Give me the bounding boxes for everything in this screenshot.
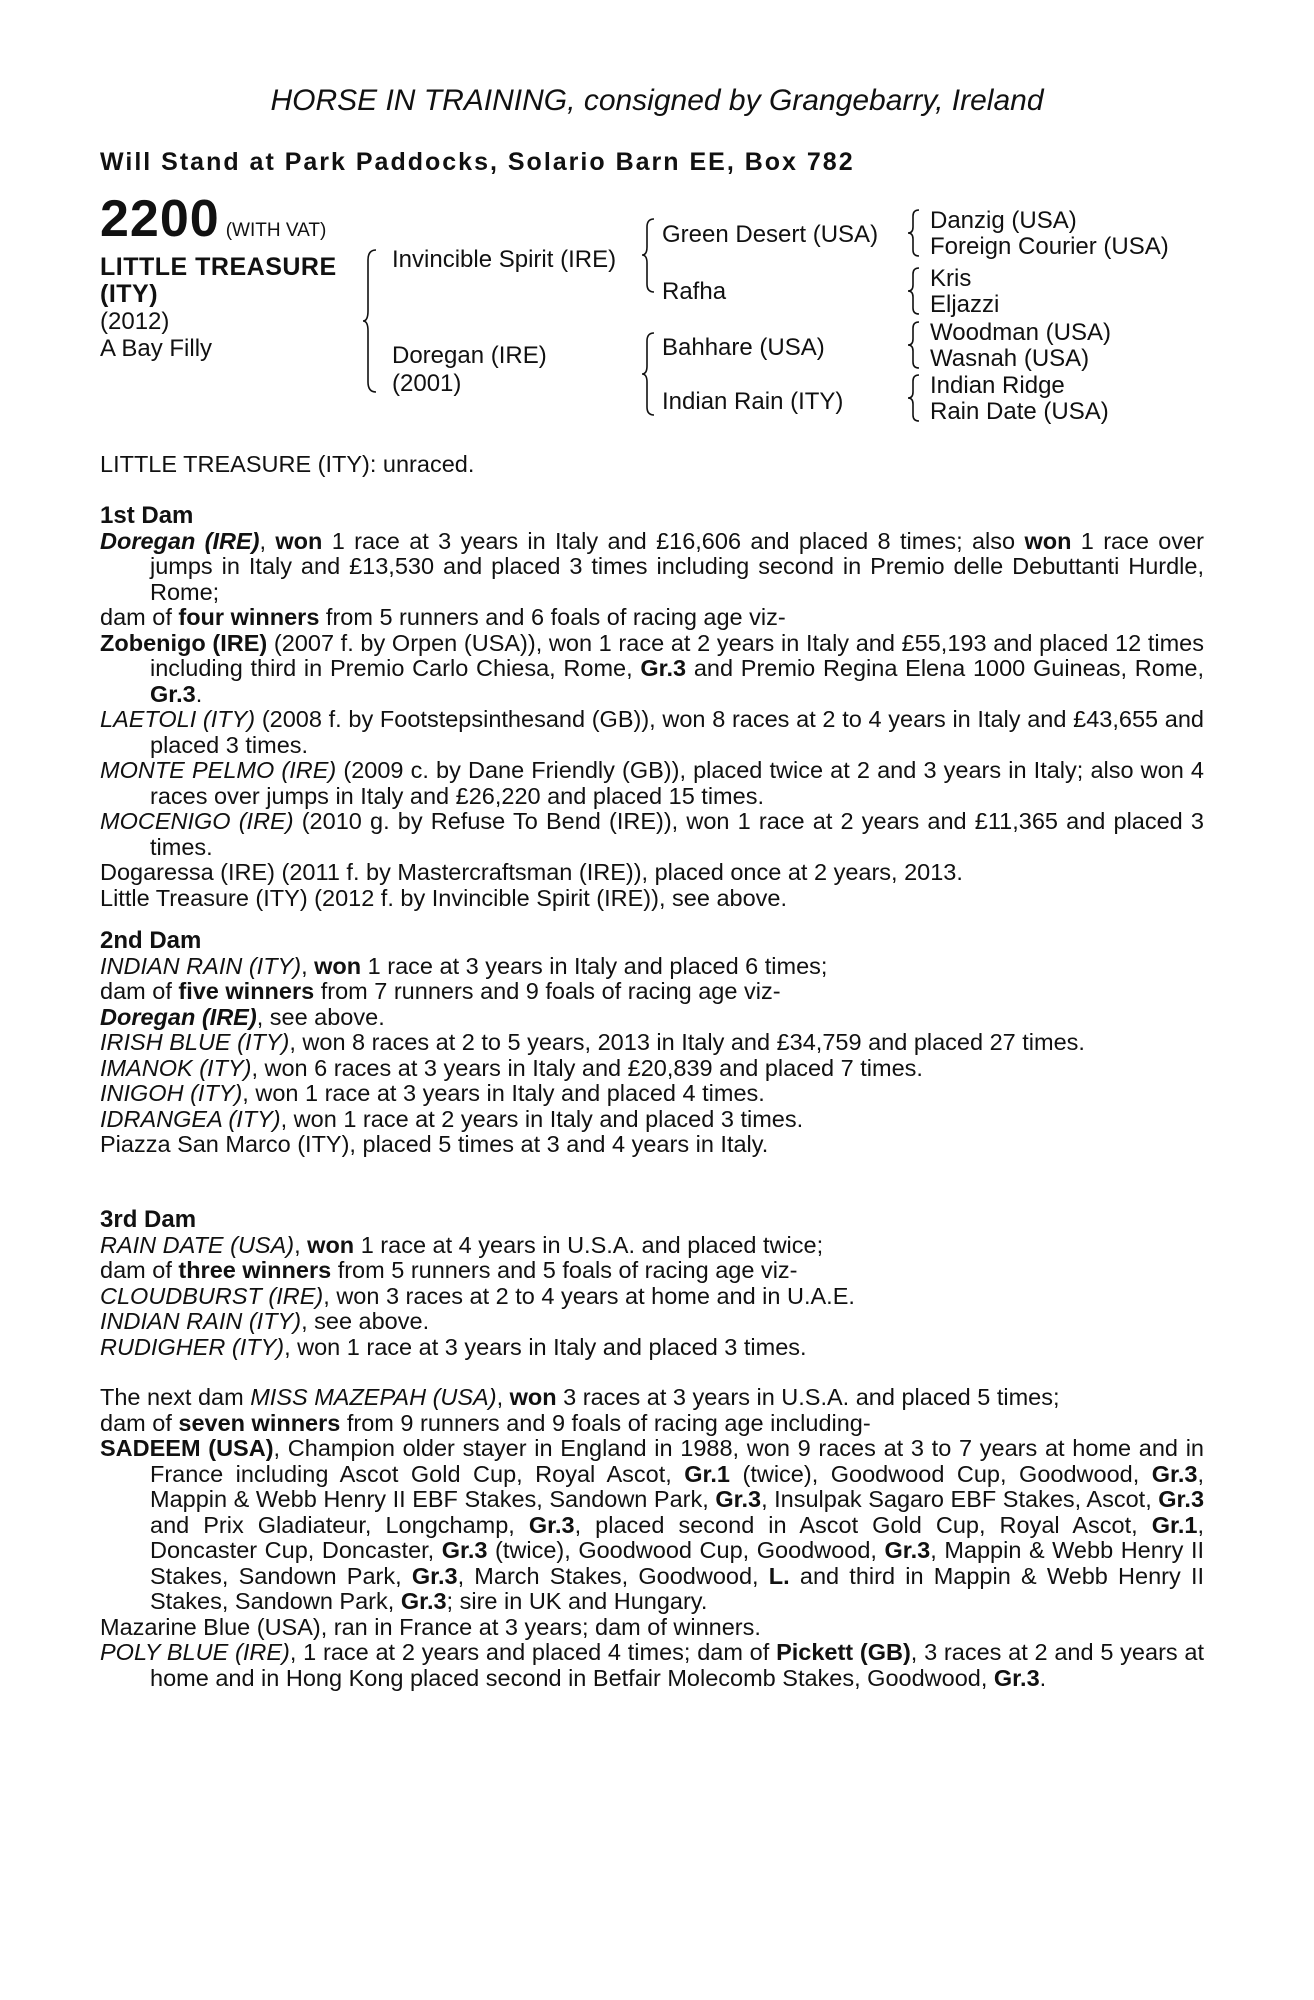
horse-name: MONTE PELMO (IRE)	[100, 757, 337, 783]
produce-poly-blue	[100, 1640, 1204, 1691]
winners-count: four winners	[178, 604, 320, 630]
produce-mazarine-blue: Mazarine Blue (USA), ran in France at 3 years; dam of winners.	[100, 1613, 761, 1640]
horse-year: (2012)	[100, 308, 170, 335]
second-dam-name: INDIAN RAIN (ITY)	[100, 952, 302, 979]
next-dam-section	[100, 1385, 1204, 1691]
grade-label: Gr.3	[528, 1511, 575, 1538]
record-text: 1 race at 4 years in U.S.A. and placed twice;	[354, 1231, 824, 1258]
third-dam-heading: 3rd Dam	[100, 1206, 197, 1233]
second-dam-produce	[100, 979, 1204, 1005]
record-text: ; sire in UK and Hungary.	[446, 1588, 708, 1614]
horse-name: MOCENIGO (IRE)	[100, 808, 294, 834]
horse-name: CLOUDBURST (IRE)	[100, 1282, 324, 1309]
horse-name: LITTLE TREASURE	[100, 253, 337, 281]
dam-line-brace	[640, 330, 660, 418]
pedigree-gg-4: Eljazzi	[930, 291, 1000, 318]
produce-idrangea	[100, 1107, 1204, 1133]
pedigree-gg-3: Kris	[930, 265, 972, 292]
horse-name: Doregan (IRE)	[100, 1003, 257, 1030]
pedigree-dam-dam: Indian Rain (ITY)	[662, 388, 844, 415]
record-text: , 3 races at 2 and 5 years at home and in Hong Kong placed second in Betfair Molecomb Stakes, Goodwood,	[150, 1639, 1205, 1691]
won-label: won	[314, 952, 362, 979]
pedigree-sire-dam: Rafha	[662, 278, 727, 305]
winners-count: five winners	[178, 978, 315, 1004]
horse-name: IDRANGEA (ITY)	[100, 1105, 281, 1132]
third-dam-produce	[100, 1258, 1204, 1284]
won-label: won	[275, 527, 323, 554]
record-text: 3 races at 3 years in U.S.A. and placed 5 times;	[556, 1384, 1060, 1410]
produce-imanok	[100, 1056, 1204, 1082]
produce-text: dam of	[100, 604, 179, 630]
produce-piazza-san-marco: Piazza San Marco (ITY), placed 5 times at 3 and 4 years in Italy.	[100, 1131, 769, 1157]
pedigree-gg-7: Indian Ridge	[930, 372, 1065, 399]
gg-brace-2	[905, 265, 925, 317]
unraced-note: LITTLE TREASURE (ITY): unraced.	[100, 451, 475, 477]
third-dam-record	[100, 1233, 1204, 1259]
grade-label: Gr.3	[150, 680, 196, 707]
horse-description: A Bay Filly	[100, 335, 213, 362]
grade-label: Gr.3	[400, 1588, 447, 1614]
grade-label: L.	[768, 1562, 790, 1589]
sire-dam-brace	[362, 246, 382, 396]
record-text: The next dam	[100, 1384, 251, 1410]
first-dam-name: Doregan (IRE)	[100, 527, 260, 554]
vat-label: (WITH VAT)	[225, 220, 327, 241]
first-dam-produce	[100, 605, 1204, 631]
won-label: won	[509, 1384, 557, 1410]
horse-name: POLY BLUE (IRE)	[100, 1639, 290, 1665]
produce-rudigher	[100, 1335, 1204, 1361]
record-text: , March Stakes, Goodwood,	[457, 1562, 769, 1589]
first-dam-section	[100, 503, 1204, 911]
record-text: , Insulpak Sagaro EBF Stakes, Ascot,	[761, 1486, 1159, 1512]
record-text: , Mappin & Webb Henry II Stakes, Sandown Park,	[150, 1537, 1204, 1589]
stand-location: Will Stand at Park Paddocks, Solario Barn EE, Box 782	[100, 148, 855, 176]
record-text: 1 race over jumps in Italy and £13,530 and placed 3 times including second in Premio delle Debuttanti Hurdle, Rome;	[150, 527, 1204, 605]
horse-name: INDIAN RAIN (ITY)	[100, 1308, 302, 1334]
produce-text: from 5 runners and 6 foals of racing age viz-	[319, 604, 786, 630]
record-text: , Champion older stayer in England in 1988, won 9 races at 3 to 7 years at home and in France including Ascot Gold Cup, Royal Ascot,	[150, 1435, 1204, 1487]
produce-text: dam of	[100, 978, 179, 1004]
produce-text: dam of	[100, 1409, 179, 1436]
grade-label: Gr.3	[1158, 1486, 1205, 1512]
record-text: (2007 f. by Orpen (USA)), won 1 race at 2 years in Italy and £55,193 and placed 12 times including third in Premio Carlo Chiesa, Rome,	[150, 629, 1204, 681]
horse-name: LAETOLI (ITY)	[100, 706, 256, 732]
pedigree-gg-5: Woodman (USA)	[930, 319, 1111, 346]
winners-count: three winners	[178, 1257, 332, 1283]
record-text: , won 3 races at 2 to 4 years at home and in U.A.E.	[323, 1282, 855, 1309]
next-dam-produce	[100, 1411, 1204, 1437]
produce-little-treasure: Little Treasure (ITY) (2012 f. by Invincible Spirit (IRE)), see above.	[100, 884, 787, 911]
page-title: HORSE IN TRAINING, consigned by Grangebarry, Ireland	[270, 84, 1044, 117]
second-dam-section	[100, 928, 1204, 1158]
produce-irish-blue	[100, 1030, 1204, 1056]
won-label: won	[1024, 527, 1072, 554]
grade-label: Gr.3	[1151, 1460, 1198, 1487]
pedigree-gg-1: Danzig (USA)	[930, 207, 1077, 234]
pedigree-gg-6: Wasnah (USA)	[930, 345, 1090, 372]
produce-text: from 7 runners and 9 foals of racing age viz-	[314, 978, 781, 1004]
produce-sadeem	[100, 1436, 1204, 1615]
next-dam-record	[100, 1385, 1204, 1411]
record-text: .	[1039, 1664, 1047, 1691]
pedigree-sire: Invincible Spirit (IRE)	[392, 246, 617, 273]
grade-label: Gr.3	[993, 1664, 1040, 1691]
gg-brace-4	[905, 372, 925, 424]
grade-label: Gr.3	[441, 1537, 488, 1563]
gg-brace-1	[905, 207, 925, 259]
lot-number: 2200	[100, 190, 220, 248]
record-text: (2010 g. by Refuse To Bend (IRE)), won 1 race at 2 years and £11,365 and placed 3 times.	[150, 808, 1204, 860]
record-text: 1 race at 3 years in Italy and placed 6 times;	[361, 952, 828, 979]
record-text: , won 1 race at 3 years in Italy and placed 4 times.	[242, 1080, 765, 1106]
pedigree-sire-sire: Green Desert (USA)	[662, 221, 879, 248]
horse-name: SADEEM (USA)	[100, 1435, 274, 1461]
gg-brace-3	[905, 319, 925, 371]
record-text: .	[195, 680, 203, 707]
record-text: , won 8 races at 2 to 5 years, 2013 in Italy and £34,759 and placed 27 times.	[289, 1029, 1085, 1055]
record-text: , won 6 races at 3 years in Italy and £20,839 and placed 7 times.	[251, 1054, 923, 1081]
first-dam-record: Doregan (IRE), won 1 race at 3 years in Italy and £16,606 and placed 8 times; also won 1 race over jumps in Italy and £13,530 and placed 3 times including second in Premio delle Debuttanti Hurdle, Rome;	[100, 527, 1204, 605]
record-text: , 1 race at 2 years and placed 4 times; dam of	[289, 1639, 777, 1665]
produce-cloudburst	[100, 1284, 1204, 1310]
produce-text: dam of	[100, 1257, 179, 1283]
record-text: , placed second in Ascot Gold Cup, Royal Ascot,	[574, 1511, 1152, 1538]
third-dam-name: RAIN DATE (USA)	[100, 1231, 295, 1258]
second-dam-heading: 2nd Dam	[100, 927, 202, 954]
pedigree-dam-year: (2001)	[392, 370, 462, 397]
record-text: , see above.	[301, 1308, 430, 1334]
produce-zobenigo	[100, 631, 1204, 708]
second-dam-record	[100, 954, 1204, 980]
grade-label: Gr.1	[1151, 1511, 1198, 1538]
produce-text: from 9 runners and 9 foals of racing age including-	[340, 1409, 871, 1436]
winners-count: seven winners	[178, 1409, 341, 1436]
horse-name: IMANOK (ITY)	[100, 1054, 252, 1081]
lot-info	[100, 190, 337, 362]
grade-label: Gr.3	[640, 655, 687, 681]
record-text: , won 1 race at 3 years in Italy and placed 3 times.	[284, 1333, 807, 1360]
produce-monte-pelmo	[100, 758, 1204, 809]
produce-text: from 5 runners and 5 foals of racing age viz-	[331, 1257, 798, 1283]
record-text: , Mappin & Webb Henry II EBF Stakes, Sandown Park,	[150, 1460, 1204, 1512]
horse-name: IRISH BLUE (ITY)	[100, 1029, 290, 1055]
grade-label: Gr.1	[684, 1460, 730, 1487]
third-dam-section	[100, 1207, 1204, 1360]
horse-name: INIGOH (ITY)	[100, 1080, 243, 1106]
record-text: 1 race at 3 years in Italy and £16,606 and placed 8 times; also	[322, 527, 1025, 554]
record-text: and Prix Gladiateur, Longchamp,	[150, 1511, 529, 1538]
sep: ,	[301, 952, 315, 979]
record-text: (2009 c. by Dane Friendly (GB)), placed twice at 2 and 3 years in Italy; also won 4 races over jumps in Italy and £26,220 and placed 15 times.	[150, 757, 1205, 809]
pedigree-dam: Doregan (IRE)	[392, 342, 547, 369]
horse-name: RUDIGHER (ITY)	[100, 1333, 285, 1360]
record-text: and third in Mappin & Webb Henry II Stakes, Sandown Park,	[150, 1562, 1205, 1614]
sep: ,	[496, 1384, 510, 1410]
horse-name: Pickett (GB)	[776, 1639, 911, 1665]
produce-dogaressa: Dogaressa (IRE) (2011 f. by Mastercraftsman (IRE)), placed once at 2 years, 2013.	[100, 859, 963, 885]
pedigree-gg-8: Rain Date (USA)	[930, 398, 1109, 425]
sire-line-brace	[640, 216, 660, 296]
produce-doregan	[100, 1005, 1204, 1031]
next-dam-name: MISS MAZEPAH (USA)	[250, 1384, 497, 1410]
horse-country: (ITY)	[100, 280, 159, 308]
record-text: (2008 f. by Footstepsinthesand (GB)), won 8 races at 2 to 4 years in Italy and £43,655 and placed 3 times.	[150, 706, 1204, 758]
grade-label: Gr.3	[884, 1537, 931, 1563]
produce-laetoli	[100, 707, 1204, 758]
pedigree-dam-sire: Bahhare (USA)	[662, 334, 825, 361]
grade-label: Gr.3	[411, 1562, 458, 1589]
produce-inigoh	[100, 1081, 1204, 1107]
horse-name: Zobenigo (IRE)	[100, 629, 268, 656]
record-text: , won 1 race at 2 years in Italy and placed 3 times.	[280, 1105, 804, 1132]
won-label: won	[307, 1231, 355, 1258]
pedigree-gg-2: Foreign Courier (USA)	[930, 233, 1169, 260]
grade-label: Gr.3	[715, 1486, 762, 1512]
record-text: , Doncaster Cup, Doncaster,	[150, 1511, 1204, 1563]
record-text: (twice), Goodwood Cup, Goodwood,	[487, 1537, 885, 1563]
record-text: and Premio Regina Elena 1000 Guineas, Rome,	[686, 655, 1204, 681]
record-text: , see above.	[256, 1003, 385, 1030]
produce-mocenigo	[100, 809, 1204, 860]
produce-indian-rain	[100, 1309, 1204, 1335]
record-text: (twice), Goodwood Cup, Goodwood,	[730, 1460, 1152, 1487]
sep: ,	[294, 1231, 308, 1258]
first-dam-heading: 1st Dam	[100, 502, 194, 529]
